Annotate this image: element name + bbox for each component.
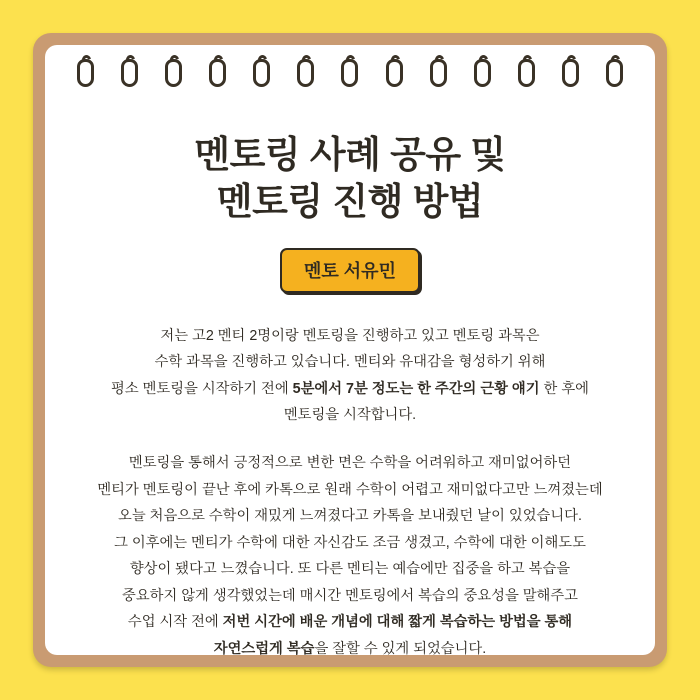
body-paragraph-2 (71, 450, 629, 655)
page-title-line-2: 멘토링 진행 방법 (216, 181, 484, 223)
badge-container (71, 248, 629, 293)
paragraph-2-segment-bold: 저번 시간에 배운 개념에 대해 짧게 복습하는 방법을 통해 (222, 614, 573, 631)
paragraph-1-segment: 수학 과목을 진행하고 있습니다. 멘티와 유대감을 형성하기 위해 (154, 354, 546, 371)
binder-ring-icon (253, 59, 270, 87)
page-content (45, 97, 655, 655)
paragraph-2-segment: 향상이 됐다고 느꼈습니다. 또 다른 멘티는 예습에만 집중을 하고 복습을 (129, 561, 571, 578)
binder-ring-icon (77, 59, 94, 87)
notebook-card (33, 33, 667, 667)
binder-ring-icon (165, 59, 182, 87)
binder-ring-icon (209, 59, 226, 87)
notebook-page (45, 45, 655, 655)
binder-ring-icon (430, 59, 447, 87)
paragraph-2-segment: 그 이후에는 멘티가 수학에 대한 자신감도 조금 생겼고, 수학에 대한 이해도도 (114, 534, 586, 551)
paragraph-2-segment: 멘티가 멘토링이 끝난 후에 카톡으로 원래 수학이 어렵고 재미없다고만 느껴졌는데 (97, 481, 603, 498)
binder-ring-icon (474, 59, 491, 87)
binder-ring-icon (562, 59, 579, 87)
paragraph-2-segment: 중요하지 않게 생각했었는데 매시간 멘토링에서 복습의 중요성을 말해주고 (122, 587, 578, 604)
paragraph-1-segment: 평소 멘토링을 시작하기 전에 (111, 380, 293, 397)
binder-ring-icon (341, 59, 358, 87)
binder-ring-icon (121, 59, 138, 87)
paragraph-1-segment: 저는 고2 멘티 2명이랑 멘토링을 진행하고 있고 멘토링 과목은 (160, 327, 540, 344)
binder-ring-icon (606, 59, 623, 87)
paragraph-2-segment-bold: 자연스럽게 복습 (213, 640, 315, 655)
binder-ring-icon (518, 59, 535, 87)
body-paragraph-1 (71, 323, 629, 429)
author-badge: 멘토 서유민 (280, 248, 420, 293)
paragraph-1-segment-bold: 5분에서 7분 정도는 한 주간의 근황 얘기 (292, 380, 540, 397)
page-title (71, 131, 629, 226)
paragraph-2-segment: 멘토링을 통해서 긍정적으로 변한 면은 수학을 어려워하고 재미없어하던 (128, 455, 572, 472)
spiral-binding (45, 59, 655, 93)
page-title-line-1: 멘토링 사례 공유 및 (194, 134, 506, 175)
paragraph-2-segment: 을 잘할 수 있게 되었습니다. (314, 640, 487, 655)
binder-ring-icon (386, 59, 403, 87)
paragraph-1-segment: 멘토링을 시작합니다. (283, 407, 417, 424)
paragraph-2-segment: 오늘 처음으로 수학이 재밌게 느껴졌다고 카톡을 보내줬던 날이 있었습니다. (118, 508, 582, 525)
binder-ring-icon (297, 59, 314, 87)
paragraph-1-segment: 한 후에 (539, 380, 589, 397)
paragraph-2-segment: 수업 시작 전에 (127, 614, 223, 631)
